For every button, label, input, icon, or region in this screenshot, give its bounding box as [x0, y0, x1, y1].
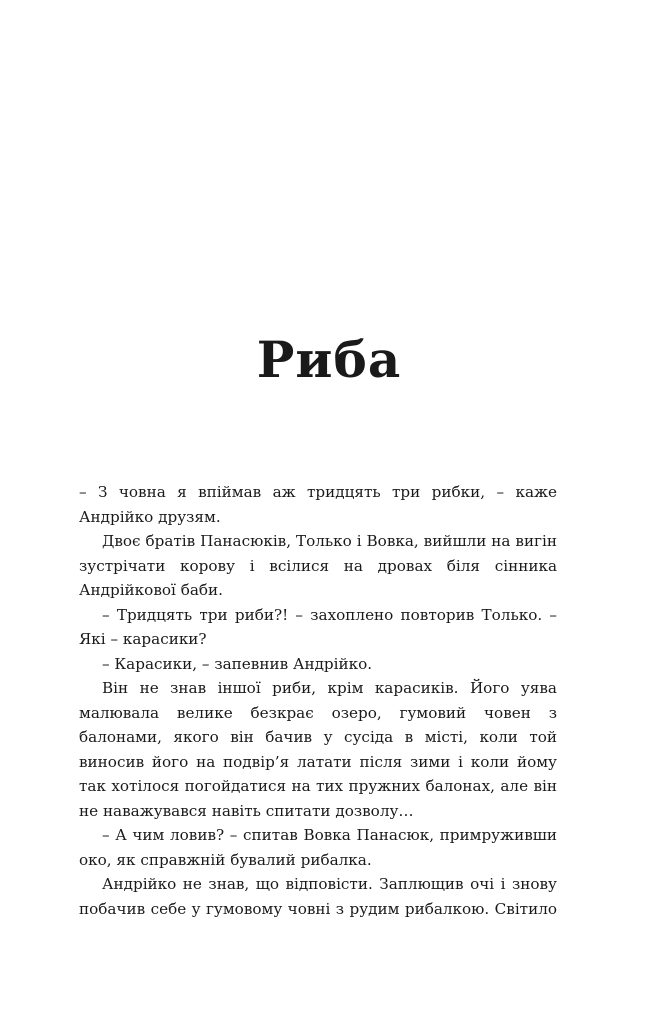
chapter-title: Риба [256, 330, 402, 389]
paragraph: – Тридцять три риби?! – захоплено повторив Только. – Які – карасики? [79, 605, 557, 648]
paragraph: – А чим ловив? – спитав Вовка Панасюк, примруживши око, як справжній бувалий рибалка. [79, 826, 557, 869]
paragraph: Він не знав іншої риби, крім карасиків. Його уява малювала велике безкрає озеро, гумовий човен з балонами, якого він бачив у сусіда в місті, коли той виносив його на подвір’я латати після зими і коли йому так хотілося погойдатися на тих пружних балонах, але він не наважувався навіть спитати дозволу… [79, 679, 557, 820]
paragraph: – Карасики, – запевнив Андрійко. [102, 654, 373, 673]
paragraph: – З човна я впіймав аж тридцять три рибки, – каже Андрійко друзям. [79, 483, 557, 526]
paragraph: Двоє братів Панасюків, Только і Вовка, вийшли на вигін зустрічати корову і всілися на дровах біля сінника Андрійкової баби. [79, 532, 557, 599]
paragraph-last: Андрійко не знав, що відповісти. Заплющив очі і знову побачив себе у гумовому човні з рудим рибалкою. Світило [79, 875, 557, 918]
body-text [79, 480, 557, 921]
